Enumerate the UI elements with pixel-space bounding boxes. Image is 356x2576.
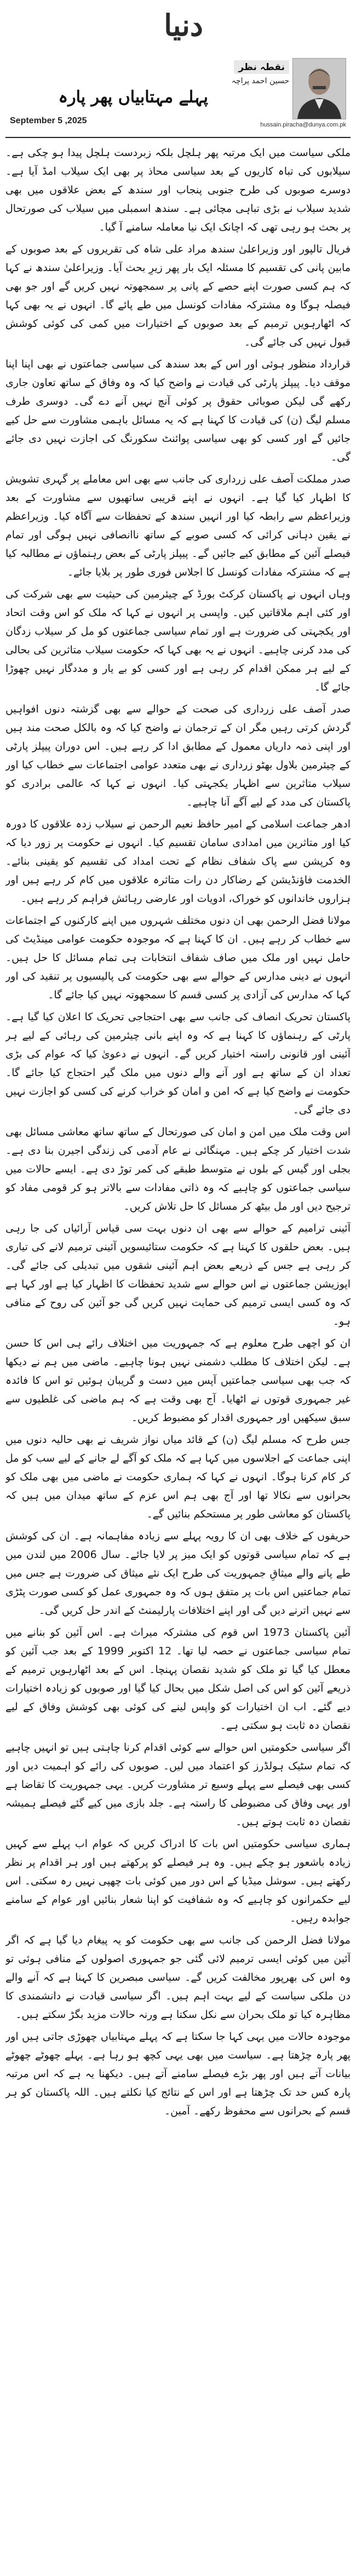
article-paragraph: اگر سیاسی حکومتیں اس حوالے سے کوئی اقدام کرنا چاہتی ہیں تو انہیں چاہیے کہ تمام سٹیک ہولڈرز کو اعتماد میں لیں۔ صوبوں کی رائے کو اہمیت دیں اور کسی بھی فیصلے سے پہلے وسیع تر مشاورت کریں۔ یہی جمہوریت کا تقاضا ہے اور یہی وفاق کی مضبوطی کا راستہ ہے۔ جلد بازی میں کیے گئے فیصلے ہمیشہ نقصان دہ ثابت ہوتے ہیں۔ [5,1741,351,1828]
article-paragraph: آئینی ترامیم کے حوالے سے بھی ان دنوں بہت سی قیاس آرائیاں کی جا رہی ہیں۔ بعض حلقوں کا کہنا ہے کہ حکومت ستائیسویں آئینی ترمیم لانے کی تیاری کر رہی ہے جس کے ذریعے بعض اہم آئینی شقوں میں تبدیلی کی جائے گی۔ اپوزیشن جماعتوں نے اس حوالے سے شدید تحفظات کا اظہار کیا ہے اور کہا ہے کہ وہ کسی ایسی ترمیم کی حمایت نہیں کریں گی جو آئین کی روح کے منافی ہو۔ [5,1222,351,1327]
article-paragraph: پاکستان تحریک انصاف کی جانب سے بھی احتجاجی تحریک کا اعلان کیا گیا ہے۔ پارٹی کے رہنماؤں کا کہنا ہے کہ وہ اپنے بانی چیئرمین کی رہائی کے لیے ہر آئینی اور قانونی راستہ اختیار کریں گے۔ انہوں نے دعویٰ کیا کہ عوام کی بڑی تعداد ان کے ساتھ ہے اور آنے والے دنوں میں ملک گیر احتجاج کیا جائے گا۔ حکومت نے واضح کیا ہے کہ امن و امان کو خراب کرنے کی کسی کو اجازت نہیں دی جائے گی۔ [5,1011,351,1116]
article-paragraph: صدر مملکت آصف علی زرداری کی جانب سے بھی اس معاملے پر گہری تشویش کا اظہار کیا گیا ہے۔ انہوں نے اپنے قریبی ساتھیوں سے مشاورت کے بعد وزیراعظم سے رابطہ کیا اور انہیں سندھ کے تحفظات سے آگاہ کیا۔ وزیراعظم نے یقین دہانی کرائی کہ کسی صوبے کے ساتھ ناانصافی نہیں ہوگی اور تمام فیصلے آئین کے مطابق کیے جائیں گے۔ پیپلز پارٹی کے بعض رہنماؤں نے مطالبہ کیا ہے کہ مشترکہ مفادات کونسل کا اجلاس فوری طور پر بلایا جائے۔ [5,473,351,578]
article-paragraph: موجودہ حالات میں یہی کہا جا سکتا ہے کہ پہلے مہتابیاں چھوڑی جاتی ہیں اور پھر پارہ چڑھتا ہے۔ سیاست میں بھی یہی کچھ ہو رہا ہے۔ پہلے چھوٹے چھوٹے بیانات آتے ہیں اور پھر بڑے فیصلے سامنے آتے ہیں۔ دیکھنا یہ ہے کہ اس مرتبہ پارہ کس حد تک چڑھتا ہے اور اس کے نتائج کیا نکلتے ہیں۔ اللہ پاکستان کو ہر قسم کے بحرانوں سے محفوظ رکھے۔ آمین۔ [5,2031,351,2117]
logo-text: دنیا [164,8,203,43]
article-paragraph: آئین پاکستان 1973 اس قوم کی مشترکہ میراث ہے۔ اس آئین کو بنانے میں تمام سیاسی جماعتوں نے حصہ لیا تھا۔ 12 اکتوبر 1999 کے بعد جب آئین کو معطل کیا گیا تو ملک کو شدید نقصان پہنچا۔ اس کے بعد اٹھارہویں ترمیم کے ذریعے آئین کو اس کی اصل شکل میں بحال کیا گیا اور صوبوں کو زیادہ اختیارات دیے گئے۔ اب ان اختیارات کو واپس لینے کی کوئی بھی کوشش وفاق کے لیے نقصان دہ ثابت ہو سکتی ہے۔ [5,1626,351,1732]
article-paragraph: ان کو اچھی طرح معلوم ہے کہ جمہوریت میں اختلاف رائے ہی اس کا حسن ہے۔ لیکن اختلاف کا مطلب دشمنی نہیں ہونا چاہیے۔ ماضی میں ہم نے دیکھا کہ جب بھی سیاسی جماعتیں آپس میں دست و گریبان ہوئیں تو اس کا فائدہ غیر جمہوری قوتوں نے اٹھایا۔ آج بھی وقت ہے کہ ہم ماضی کی غلطیوں سے سبق سیکھیں اور جمہوری اقدار کو مضبوط کریں۔ [5,1337,351,1424]
article-paragraph: وہاں انہوں نے پاکستان کرکٹ بورڈ کے چیئرمین کی حیثیت سے بھی شرکت کی اور کئی اہم ملاقاتیں کیں۔ واپسی پر انہوں نے کہا کہ ملک کو اس وقت اتحاد اور یکجہتی کی ضرورت ہے اور تمام سیاسی جماعتوں کو مل کر سیلاب زدگان کی مدد کرنی چاہیے۔ انہوں نے یہ بھی کہا کہ حکومت سیلاب متاثرین کی بحالی کے لیے ہر ممکن اقدام کر رہی ہے اور کسی کو بے یار و مددگار نہیں چھوڑا جائے گا۔ [5,588,351,693]
author-photo [292,58,346,119]
publish-date: September 5 ,2025 [10,116,87,125]
column-name: نقطہ نظر [234,60,289,74]
author-email: hussain.piracha@dunya.com.pk [260,122,346,128]
article-paragraph: ہماری سیاسی حکومتیں اس بات کا ادراک کریں کہ عوام اب پہلے سے کہیں زیادہ باشعور ہو چکے ہیں۔ وہ ہر فیصلے کو پرکھتے ہیں اور ہر اقدام پر نظر رکھتے ہیں۔ سوشل میڈیا کے اس دور میں کوئی بات چھپی نہیں رہ سکتی۔ اس لیے حکمرانوں کو چاہیے کہ وہ شفافیت کو اپنا شعار بنائیں اور عوام کے سامنے جوابدہ رہیں۔ [5,1838,351,1924]
article-paragraph: قرارداد منظور ہوئی اور اس کے بعد سندھ کی سیاسی جماعتوں نے بھی اپنا اپنا موقف دیا۔ پیپلز پارٹی کی قیادت نے واضح کیا کہ وہ وفاق کے ساتھ تعاون جاری رکھے گی لیکن صوبائی حقوق پر کوئی آنچ نہیں آنے دے گی۔ دوسری طرف مسلم لیگ (ن) کی قیادت کا کہنا ہے کہ یہ مسائل باہمی مشاورت سے حل کیے جائیں گے اور کسی کو بھی سیاسی پوائنٹ سکورنگ کی اجازت نہیں دی جائے گی۔ [5,358,351,463]
byline-strip [5,55,351,138]
article-body [5,143,351,2564]
article-paragraph: فریال تالپور اور وزیراعلیٰ سندھ مراد علی شاہ کی تقریروں کے بعد صوبوں کے مابین پانی کی تقسیم کا مسئلہ ایک بار پھر زیرِ بحث آیا۔ وزیراعلیٰ سندھ نے کہا کہ ہم کسی صورت اپنے حصے کے پانی پر سمجھوتہ نہیں کریں گے اور جو بھی فیصلہ ہوگا وہ مشترکہ مفادات کونسل میں طے پائے گا۔ انہوں نے یہ بھی کہا کہ اٹھارہویں ترمیم کے بعد صوبوں کے اختیارات میں کمی کی کوئی کوشش قبول نہیں کی جائے گی۔ [5,243,351,348]
masthead [5,0,351,55]
article-title: پہلے مہتابیاں پھر پارہ [58,88,208,107]
article-paragraph: مولانا فضل الرحمن بھی ان دنوں مختلف شہروں میں اپنے کارکنوں کے اجتماعات سے خطاب کر رہے ہیں۔ ان کا کہنا ہے کہ موجودہ حکومت عوامی مینڈیٹ کی حامل نہیں اور ملک میں صاف شفاف انتخابات ہی تمام مسائل کا حل ہیں۔ انہوں نے دینی مدارس کے حوالے سے بھی حکومت کی پالیسیوں پر تنقید کی اور کہا کہ مدارس کی آزادی پر کسی قسم کا سمجھوتہ نہیں کیا جائے گا۔ [5,915,351,1001]
article-paragraph: اس وقت ملک میں امن و امان کی صورتحال کے ساتھ ساتھ معاشی مسائل بھی شدت اختیار کر چکے ہیں۔ مہنگائی نے عام آدمی کی زندگی اجیرن بنا دی ہے۔ بجلی اور گیس کے بلوں نے متوسط طبقے کی کمر توڑ دی ہے۔ ایسے حالات میں سیاسی جماعتوں کو چاہیے کہ وہ ذاتی مفادات سے بالاتر ہو کر قومی مفاد کو ترجیح دیں اور مل بیٹھ کر مسائل کا حل تلاش کریں۔ [5,1126,351,1212]
article-paragraph: صدر آصف علی زرداری کی صحت کے حوالے سے بھی گزشتہ دنوں افواہیں گردش کرتی رہیں مگر ان کے ترجمان نے واضح کیا کہ وہ بالکل صحت مند ہیں اور اپنی ذمہ داریاں معمول کے مطابق ادا کر رہے ہیں۔ اس دوران پیپلز پارٹی کے چیئرمین بلاول بھٹو زرداری نے بھی متعدد عوامی اجتماعات سے خطاب کیا اور سیلاب متاثرین سے اظہار یکجہتی کیا۔ انہوں نے کہا کہ عالمی برادری کو پاکستان کی مدد کے لیے آگے آنا چاہیے۔ [5,703,351,808]
author-name: حسین احمد پراچہ [231,77,289,85]
article-paragraph: ادھر جماعت اسلامی کے امیر حافظ نعیم الرحمن نے سیلاب زدہ علاقوں کا دورہ کیا اور متاثرین میں امدادی سامان تقسیم کیا۔ انہوں نے حکومت پر زور دیا کہ وہ کرپشن سے پاک شفاف نظام کے تحت امداد کی تقسیم کو یقینی بنائے۔ الخدمت فاؤنڈیشن کے رضاکار دن رات متاثرہ علاقوں میں کام کر رہے ہیں اور ہزاروں خاندانوں کو خوراک، ادویات اور عارضی رہائش فراہم کر رہے ہیں۔ [5,818,351,905]
article-paragraph: حریفوں کے خلاف بھی ان کا رویہ پہلے سے زیادہ مفاہمانہ ہے۔ ان کی کوشش ہے کہ تمام سیاسی قوتوں کو ایک میز پر لایا جائے۔ سال 2006 میں لندن میں طے پانے والے میثاقِ جمہوریت کی طرح ایک نئے میثاق کی ضرورت ہے جس میں تمام جماعتیں اس بات پر متفق ہوں کہ وہ جمہوری عمل کو کسی صورت پٹڑی سے نہیں اترنے دیں گی اور اپنے اختلافات پارلیمنٹ کے اندر حل کریں گی۔ [5,1530,351,1617]
article-paragraph: ملکی سیاست میں ایک مرتبہ پھر ہلچل بلکہ زبردست ہلچل پیدا ہو چکی ہے۔ سیلابوں کی تباہ کاریوں کے بعد سیاسی محاذ پر بھی ایک سیلاب امڈ آیا ہے۔ دوسرے صوبوں کی طرح جنوبی پنجاب اور سندھ کے بعض علاقوں میں بھی شدید سیلاب نے بڑی تباہی مچائی ہے۔ سندھ اسمبلی میں سیلاب کی صورتحال پر بحث ہو رہی تھی کہ اچانک ایک نیا معاملہ سامنے آ گیا۔ [5,147,351,233]
author-portrait-icon [293,59,346,119]
dunya-logo [134,3,233,44]
article-paragraph: مولانا فضل الرحمن کی جانب سے بھی حکومت کو یہ پیغام دیا گیا ہے کہ اگر آئین میں کوئی ایسی ترمیم لائی گئی جو جمہوری اصولوں کے منافی ہوئی تو وہ اس کی بھرپور مخالفت کریں گے۔ سیاسی مبصرین کا کہنا ہے کہ آنے والے دن ملکی سیاست کے لیے بہت اہم ہیں۔ اگر سیاسی قیادت نے دانشمندی کا مظاہرہ کیا تو ملک بحران سے نکل سکتا ہے ورنہ حالات مزید بگڑ سکتے ہیں۔ [5,1934,351,2021]
article-paragraph: جس طرح کہ مسلم لیگ (ن) کے قائد میاں نواز شریف نے بھی حالیہ دنوں میں اپنی جماعت کے اجلاسوں میں کہا ہے کہ ملک کو آگے لے جانے کے لیے سب کو مل کر کام کرنا ہوگا۔ انہوں نے کہا کہ ہماری حکومت نے ماضی میں بھی ملک کو بحرانوں سے نکالا تھا اور آج بھی ہم اس عزم کے ساتھ میدان میں ہیں کہ پاکستان کو معاشی طور پر مستحکم بنائیں گے۔ [5,1434,351,1520]
